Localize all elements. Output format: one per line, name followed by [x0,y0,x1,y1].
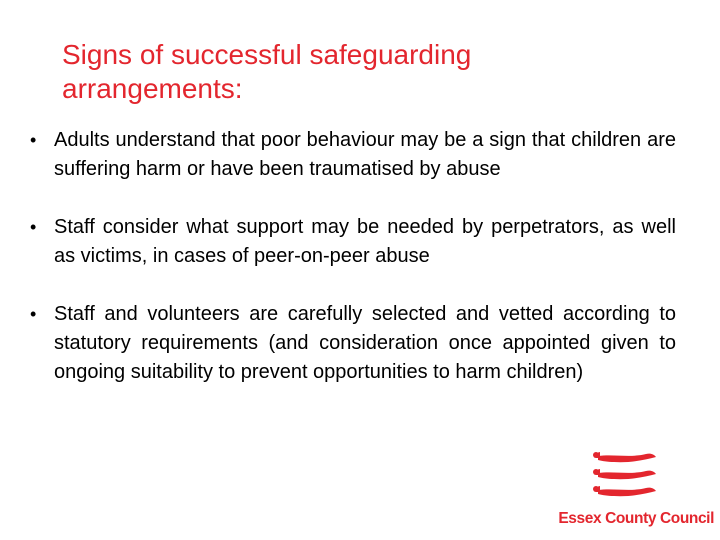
bullet-item [30,126,676,184]
bullet-text: Staff consider what support may be needed by perpetrators, as well as victims, in cases of peer-on-peer abuse [54,216,676,267]
bullet-marker: • [30,217,37,237]
bullet-marker: • [30,304,37,324]
bullet-marker: • [30,130,37,150]
bullet-item [30,213,676,271]
slide-title: Signs of successful safeguarding arrangements: [62,39,472,104]
essex-county-council-logo [544,448,714,528]
bullet-text: Staff and volunteers are carefully selected and vetted according to statutory requirements (and consideration once appointed given to ongoing suitability to prevent opportunities to harm children) [54,303,676,383]
bullet-text: Adults understand that poor behaviour may be a sign that children are suffering harm or have been traumatised by abuse [54,129,676,180]
three-seaxes-icon [584,448,664,504]
bullet-list [30,126,676,387]
logo-wordmark: Essex County Council [558,510,714,527]
bullet-item [30,300,676,387]
